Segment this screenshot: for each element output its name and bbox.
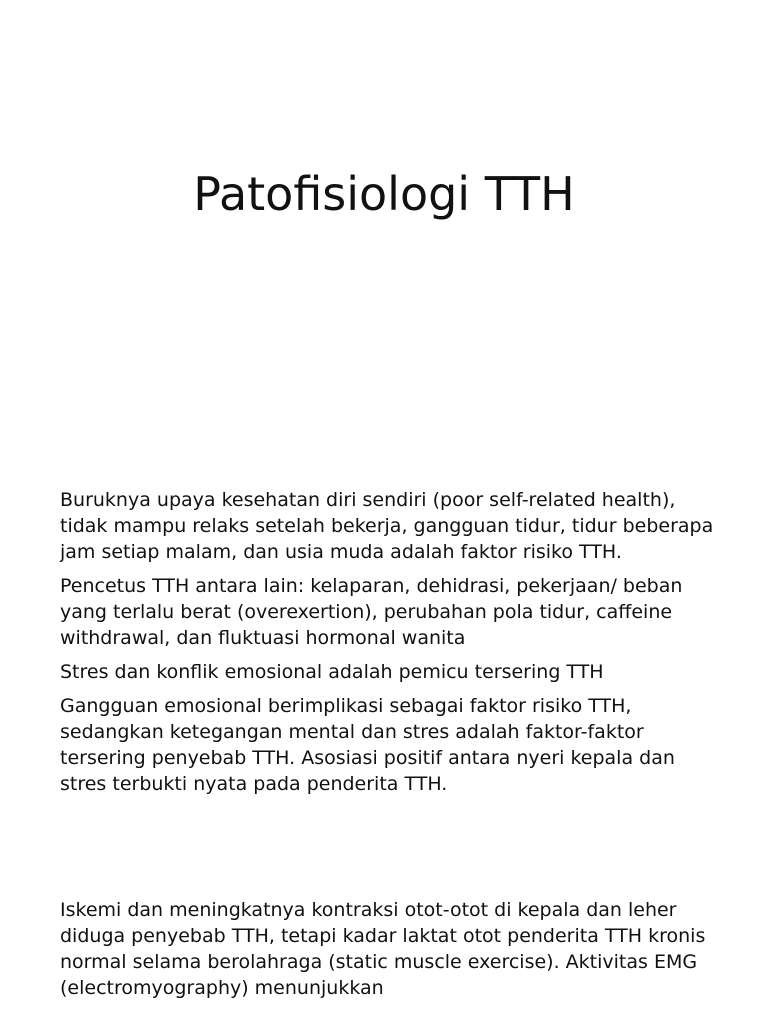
slide-title: Patofisiologi TTH xyxy=(193,167,575,221)
slide-body xyxy=(60,487,720,1009)
paragraph-stress-trigger: Stres dan konflik emosional adalah pemicu tersering TTH xyxy=(60,661,604,683)
paragraph-triggers: Pencetus TTH antara lain: kelaparan, dehidrasi, pekerjaan/ beban yang terlalu berat (overexertion), perubahan pola tidur, caffeine withdrawal, dan fluktuasi hormonal wanita xyxy=(60,575,683,649)
paragraph-risk-factors: Buruknya upaya kesehatan diri sendiri (poor self-related health), tidak mampu relaks setelah bekerja, gangguan tidur, tidur beberapa jam setiap malam, dan usia muda adalah faktor risiko TTH. xyxy=(60,489,714,563)
spacer xyxy=(60,805,720,897)
paragraph-ischemia: Iskemi dan meningkatnya kontraksi otot-otot di kepala dan leher diduga penyebab TTH, tetapi kadar laktat otot penderita TTH kronis normal selama berolahraga (static muscle exercise). Aktivitas EMG (electromyography) menunjukkan xyxy=(60,899,706,999)
paragraph-emotional-factors: Gangguan emosional berimplikasi sebagai faktor risiko TTH, sedangkan ketegangan mental dan stres adalah faktor-faktor tersering penyebab TTH. Asosiasi positif antara nyeri kepala dan stres terbukti nyata pada penderita TTH. xyxy=(60,695,675,795)
